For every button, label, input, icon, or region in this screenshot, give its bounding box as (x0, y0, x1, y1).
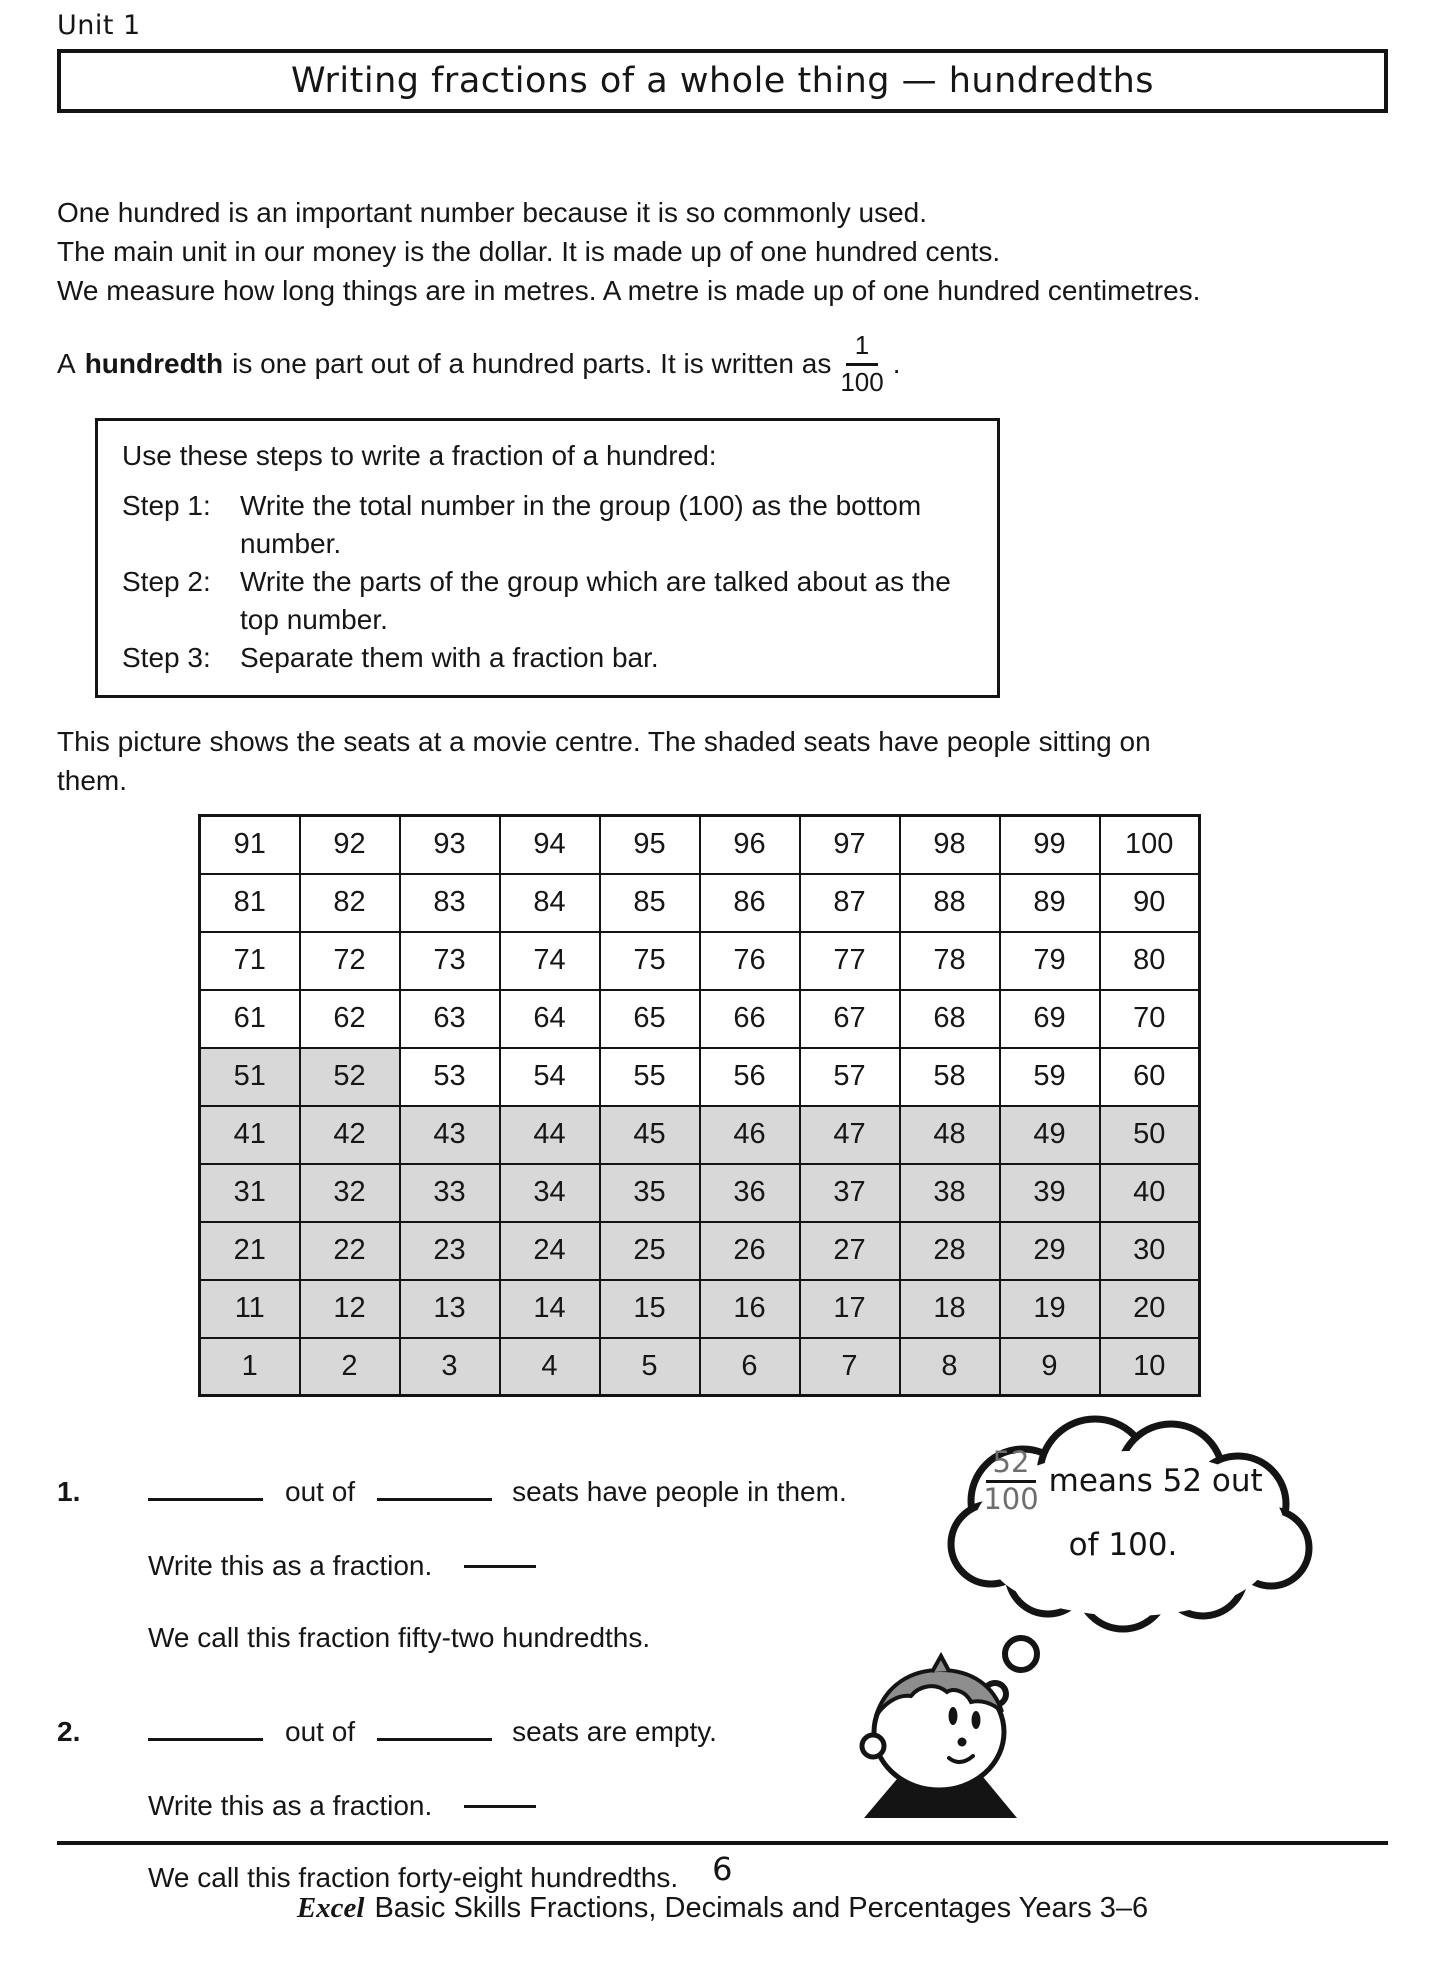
seat-cell: 78 (900, 932, 1000, 990)
seat-cell: 41 (200, 1106, 300, 1164)
seat-cell: 26 (700, 1222, 800, 1280)
seat-cell: 79 (1000, 932, 1100, 990)
book-title-rest: Basic Skills Fractions, Decimals and Percentages Years 3–6 (374, 1892, 1149, 1924)
seat-cell: 94 (500, 816, 600, 874)
seat-grid-row (200, 1048, 1200, 1106)
seat-cell: 91 (200, 816, 300, 874)
seat-cell: 18 (900, 1280, 1000, 1338)
hundredth-sentence (57, 324, 1388, 404)
footer-rule (57, 1841, 1388, 1845)
seat-cell: 77 (800, 932, 900, 990)
seat-grid-row (200, 1280, 1200, 1338)
seat-cell: 17 (800, 1280, 900, 1338)
write-fraction-label: Write this as a fraction. (148, 1550, 433, 1581)
seat-cell: 23 (400, 1222, 500, 1280)
seat-cell: 4 (500, 1338, 600, 1396)
seat-cell: 50 (1100, 1106, 1200, 1164)
seat-grid-row (200, 1338, 1200, 1396)
seat-cell: 43 (400, 1106, 500, 1164)
bubble-line-2: of 100. (1068, 1526, 1178, 1563)
seat-cell: 99 (1000, 816, 1100, 874)
seat-cell: 92 (300, 816, 400, 874)
seat-cell: 56 (700, 1048, 800, 1106)
grid-intro-line: This picture shows the seats at a movie centre. The shaded seats have people sitting on (57, 726, 1151, 757)
seat-cell: 47 (800, 1106, 900, 1164)
fraction-bar-blank (464, 1805, 536, 1808)
seat-cell: 85 (600, 874, 700, 932)
intro-line: We measure how long things are in metres. A metre is made up of one hundred centimetres. (57, 275, 1201, 306)
seat-cell: 8 (900, 1338, 1000, 1396)
hundredth-pre: A (57, 348, 76, 379)
grid-intro (57, 722, 1388, 800)
one-hundredth-fraction (840, 330, 883, 397)
step-text: Write the total number in the group (100) as the bottom number. (240, 490, 922, 559)
seat-cell: 89 (1000, 874, 1100, 932)
thought-bubble-text (958, 1446, 1288, 1563)
seat-cell: 83 (400, 874, 500, 932)
seat-cell: 51 (200, 1048, 300, 1106)
seat-cell: 97 (800, 816, 900, 874)
seat-cell: 24 (500, 1222, 600, 1280)
seat-cell: 66 (700, 990, 800, 1048)
seat-cell: 70 (1100, 990, 1200, 1048)
seat-cell: 25 (600, 1222, 700, 1280)
fraction-denominator: 100 (840, 366, 884, 397)
intro-line: One hundred is an important number because it is so commonly used. (57, 197, 928, 228)
seat-cell: 96 (700, 816, 800, 874)
seat-cell: 93 (400, 816, 500, 874)
seat-cell: 42 (300, 1106, 400, 1164)
write-fraction-line (148, 1787, 1388, 1825)
seat-cell: 13 (400, 1280, 500, 1338)
seat-cell: 82 (300, 874, 400, 932)
question-number: 2. (57, 1716, 81, 1747)
seat-cell: 59 (1000, 1048, 1100, 1106)
seat-grid-row (200, 932, 1200, 990)
book-brand: Excel (296, 1892, 365, 1924)
fraction-numerator: 1 (846, 330, 878, 365)
answer-blank (148, 1474, 263, 1501)
seat-cell: 33 (400, 1164, 500, 1222)
seat-cell: 45 (600, 1106, 700, 1164)
step-label: Step 3: (122, 642, 211, 673)
seat-cell: 76 (700, 932, 800, 990)
seat-cell: 44 (500, 1106, 600, 1164)
seat-cell: 75 (600, 932, 700, 990)
bubble-fraction (983, 1446, 1038, 1517)
seat-cell: 57 (800, 1048, 900, 1106)
seat-cell: 53 (400, 1048, 500, 1106)
seat-cell: 38 (900, 1164, 1000, 1222)
seat-cell: 48 (900, 1106, 1000, 1164)
seat-grid-row (200, 1164, 1200, 1222)
seat-cell: 39 (1000, 1164, 1100, 1222)
seat-cell: 67 (800, 990, 900, 1048)
step-row (122, 487, 973, 563)
seat-cell: 14 (500, 1280, 600, 1338)
seat-grid-row (200, 816, 1200, 874)
seat-cell: 29 (1000, 1222, 1100, 1280)
seat-cell: 73 (400, 932, 500, 990)
seat-cell: 36 (700, 1164, 800, 1222)
seat-cell: 100 (1100, 816, 1200, 874)
seat-cell: 28 (900, 1222, 1000, 1280)
seat-cell: 54 (500, 1048, 600, 1106)
steps-box (95, 418, 1000, 698)
call-fraction-line: We call this fraction fifty-two hundredths. (148, 1622, 651, 1653)
page-title: Writing fractions of a whole thing — hundredths (290, 61, 1155, 101)
seat-cell: 34 (500, 1164, 600, 1222)
thinking-kid-illustration (852, 1652, 1030, 1820)
answer-blank (148, 1714, 263, 1741)
seat-cell: 27 (800, 1222, 900, 1280)
seat-cell: 71 (200, 932, 300, 990)
seat-grid-row (200, 990, 1200, 1048)
hundredth-bold-word: hundredth (84, 348, 224, 379)
seat-cell: 65 (600, 990, 700, 1048)
seat-cell: 80 (1100, 932, 1200, 990)
question-mid-text: out of (285, 1716, 356, 1747)
bubble-fraction-numerator: 52 (986, 1446, 1037, 1483)
step-label: Step 2: (122, 566, 211, 597)
step-label: Step 1: (122, 490, 211, 521)
step-row (122, 639, 973, 677)
fraction-bar-blank (464, 1565, 536, 1568)
seat-cell: 49 (1000, 1106, 1100, 1164)
seat-cell: 22 (300, 1222, 400, 1280)
write-fraction-label: Write this as a fraction. (148, 1790, 433, 1821)
bubble-line-1: means 52 out (1048, 1463, 1263, 1500)
page-number: 6 (712, 1850, 733, 1888)
seat-cell: 1 (200, 1338, 300, 1396)
seat-grid-row (200, 1222, 1200, 1280)
seat-cell: 7 (800, 1338, 900, 1396)
seat-cell: 62 (300, 990, 400, 1048)
hundredth-rest: is one part out of a hundred parts. It is written as (232, 348, 832, 379)
seat-cell: 12 (300, 1280, 400, 1338)
bubble-fraction-denominator: 100 (983, 1482, 1039, 1517)
seat-cell: 74 (500, 932, 600, 990)
seat-cell: 86 (700, 874, 800, 932)
seat-cell: 19 (1000, 1280, 1100, 1338)
question-tail-text: seats have people in them. (512, 1476, 847, 1507)
seat-cell: 87 (800, 874, 900, 932)
question-mid-text: out of (285, 1476, 356, 1507)
seat-cell: 63 (400, 990, 500, 1048)
seat-cell: 11 (200, 1280, 300, 1338)
seat-cell: 64 (500, 990, 600, 1048)
seat-cell: 40 (1100, 1164, 1200, 1222)
intro-paragraph (57, 193, 1388, 310)
seat-cell: 15 (600, 1280, 700, 1338)
seat-cell: 90 (1100, 874, 1200, 932)
seat-cell: 61 (200, 990, 300, 1048)
seat-cell: 69 (1000, 990, 1100, 1048)
seat-cell: 81 (200, 874, 300, 932)
question-number: 1. (57, 1476, 81, 1507)
thinking-kid-icon (852, 1652, 1030, 1820)
seat-cell: 55 (600, 1048, 700, 1106)
grid-intro-line: them. (57, 765, 128, 796)
seat-grid-body (200, 816, 1200, 1396)
step-text: Separate them with a fraction bar. (240, 642, 659, 673)
seat-cell: 21 (200, 1222, 300, 1280)
seat-cell: 52 (300, 1048, 400, 1106)
seat-cell: 68 (900, 990, 1000, 1048)
seat-cell: 30 (1100, 1222, 1200, 1280)
title-box (57, 49, 1388, 113)
unit-label: Unit 1 (57, 10, 141, 41)
book-title (0, 1892, 1445, 1925)
seat-cell: 20 (1100, 1280, 1200, 1338)
seat-cell: 35 (600, 1164, 700, 1222)
intro-line: The main unit in our money is the dollar. It is made up of one hundred cents. (57, 236, 1001, 267)
answer-blank (377, 1714, 492, 1741)
seat-cell: 16 (700, 1280, 800, 1338)
seat-cell: 98 (900, 816, 1000, 874)
seat-cell: 84 (500, 874, 600, 932)
seat-cell: 3 (400, 1338, 500, 1396)
seat-cell: 10 (1100, 1338, 1200, 1396)
step-text: Write the parts of the group which are talked about as the top number. (240, 566, 951, 635)
seat-cell: 5 (600, 1338, 700, 1396)
seat-cell: 88 (900, 874, 1000, 932)
seat-grid-row (200, 874, 1200, 932)
seat-cell: 32 (300, 1164, 400, 1222)
seat-cell: 58 (900, 1048, 1000, 1106)
step-row (122, 563, 973, 639)
seat-grid-row (200, 1106, 1200, 1164)
seat-cell: 2 (300, 1338, 400, 1396)
seat-cell: 95 (600, 816, 700, 874)
seat-cell: 60 (1100, 1048, 1200, 1106)
answer-blank (377, 1474, 492, 1501)
seat-cell: 9 (1000, 1338, 1100, 1396)
seat-cell: 37 (800, 1164, 900, 1222)
call-fraction-line: We call this fraction forty-eight hundredths. (148, 1862, 679, 1893)
seat-cell: 31 (200, 1164, 300, 1222)
hundredth-period: . (892, 348, 901, 379)
steps-heading: Use these steps to write a fraction of a hundred: (122, 440, 717, 471)
seat-cell: 46 (700, 1106, 800, 1164)
seat-cell: 6 (700, 1338, 800, 1396)
seat-cell: 72 (300, 932, 400, 990)
question-tail-text: seats are empty. (512, 1716, 717, 1747)
seat-grid (198, 814, 1201, 1397)
